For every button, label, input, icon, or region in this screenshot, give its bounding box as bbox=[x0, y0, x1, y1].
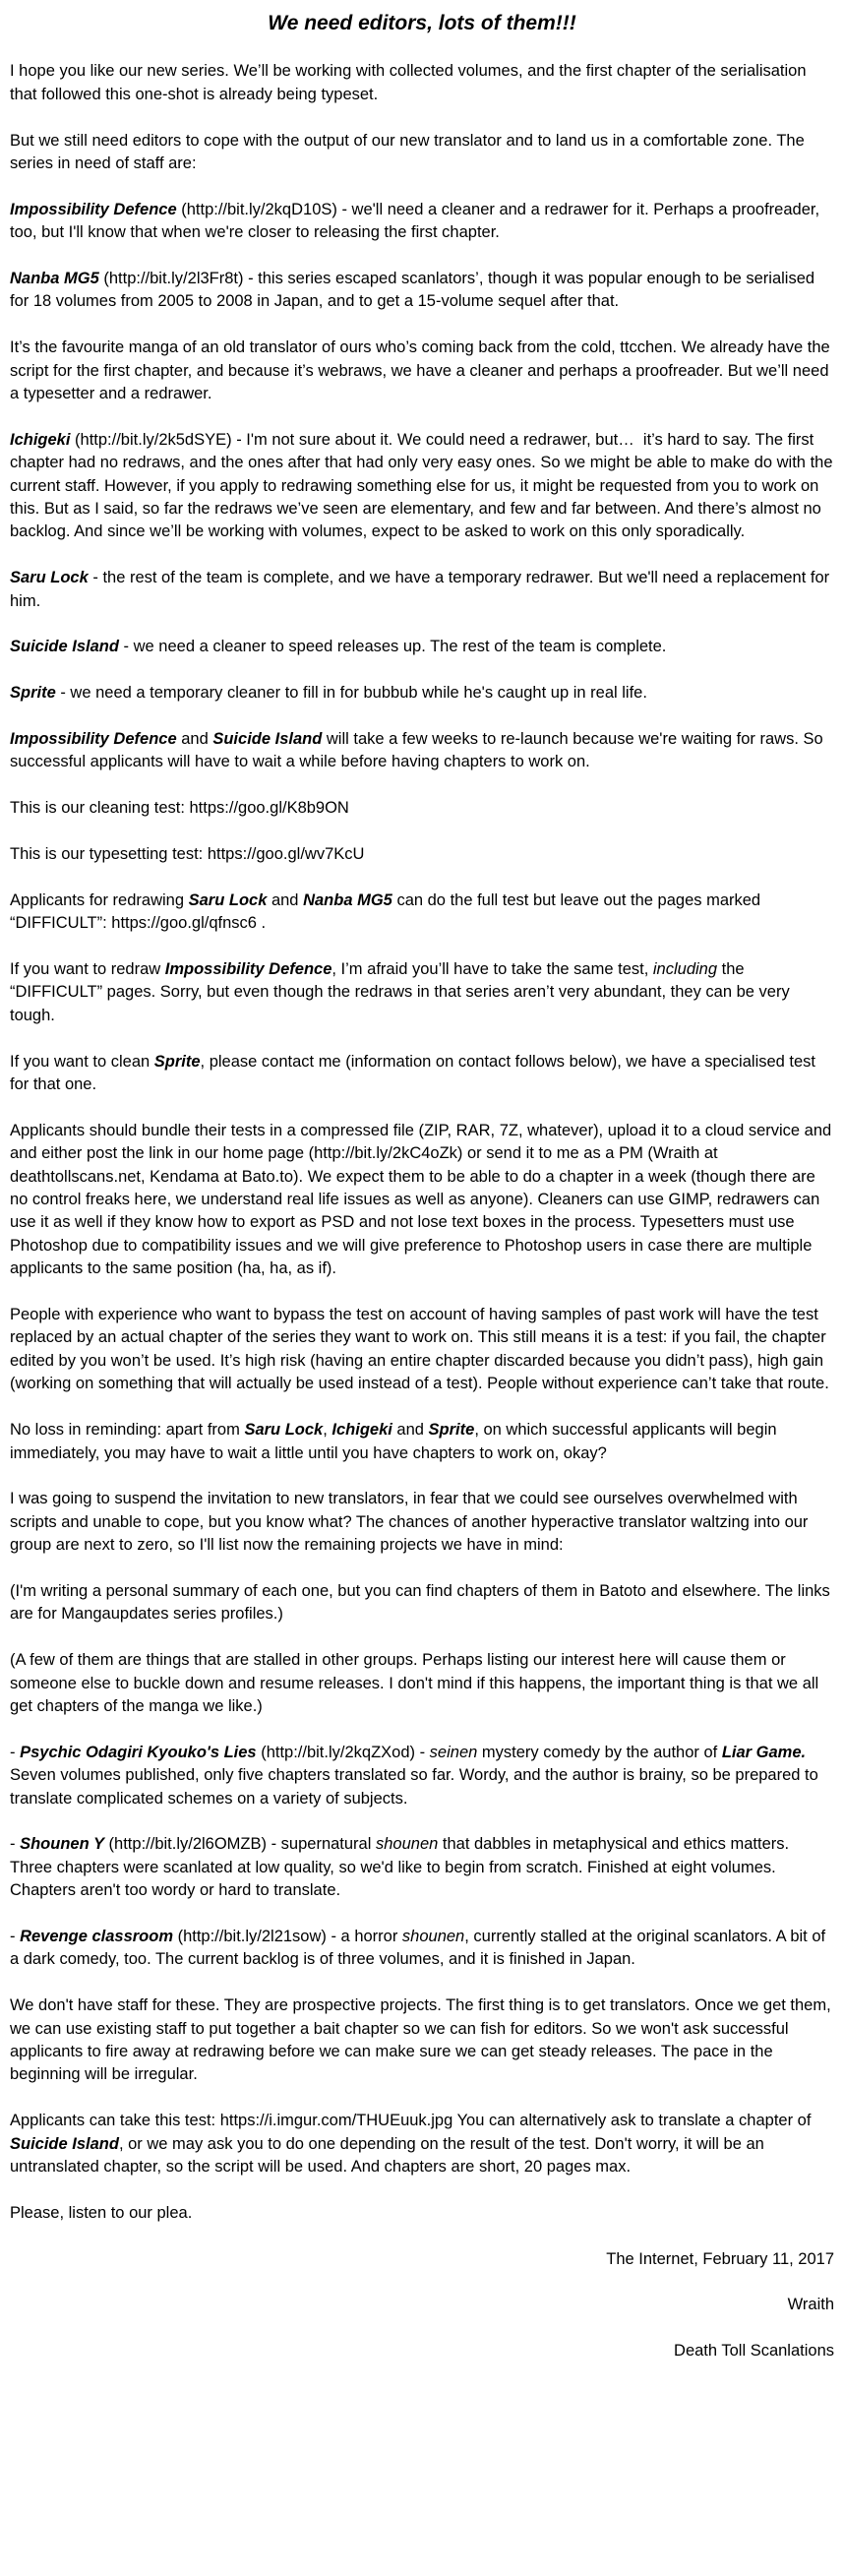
prospective-projects-paragraph bbox=[10, 1994, 834, 2087]
text-run: Liar Game. bbox=[721, 1743, 807, 1761]
text-run: , on which successful applicants will begin immediately, you may have to wait a little until you have chapters to work on, okay? bbox=[10, 1421, 782, 1462]
bypass-test-paragraph bbox=[10, 1304, 834, 1396]
clean-sprite-paragraph bbox=[10, 1051, 834, 1097]
series-nanba-mg5 bbox=[10, 268, 834, 314]
text-run: People with experience who want to bypass the test on account of having samples of past work will have the test replaced by an actual chapter of the series they want to work on. This still means it is a test: if you fail, the chapter edited by you won’t be used. It’s high risk (having an entire chapter discarded because you didn’t pass), high gain (working on something that will actually be used instead of a test). People without experience can’t take that route. bbox=[10, 1306, 831, 1393]
text-run: - bbox=[10, 1743, 21, 1761]
text-run: Applicants can take this test: https://i.imgur.com/THUEuuk.jpg You can alternatively ask to translate a chapter of bbox=[10, 2112, 816, 2130]
translator-test-paragraph bbox=[10, 2110, 834, 2178]
typesetting-test-line bbox=[10, 843, 834, 866]
text-run: Please, listen to our plea. bbox=[10, 2203, 193, 2222]
intro-paragraph bbox=[10, 60, 834, 106]
text-run: I hope you like our new series. We’ll be working with collected volumes, and the first chapter of the serialisation that followed this one-shot is already being typeset. bbox=[10, 62, 812, 103]
nanba-mg5-detail bbox=[10, 337, 834, 405]
text-run: Impossibility Defence bbox=[164, 960, 332, 979]
text-run: - bbox=[10, 1927, 21, 1945]
text-run: , please contact me (information on contact follows below), we have a specialised test for that one. bbox=[10, 1052, 820, 1094]
text-run: Psychic Odagiri Kyouko's Lies bbox=[20, 1743, 257, 1761]
text-run: (http://bit.ly/2l3Fr8t) - this series escaped scanlators’, though it was popular enough to be serialised for 18 volumes from 2005 to 2008 in Japan, and to get a 15-volume sequel after that. bbox=[10, 270, 819, 311]
text-run: Sprite bbox=[428, 1421, 475, 1440]
series-sprite bbox=[10, 682, 834, 705]
signature-place-date bbox=[10, 2248, 834, 2271]
text-run: , or we may ask you to do one depending on the result of the test. Don't worry, it will be an untranslated chapter, so the script will be used. And chapters are short, 20 pages max. bbox=[10, 2134, 769, 2176]
text-run: shounen bbox=[375, 1835, 439, 1854]
text-run: , currently stalled at the original scanlators. A bit of a dark comedy, too. The current backlog is of three volumes, and it is finished in Japan. bbox=[10, 1927, 830, 1969]
text-run: Nanba MG5 bbox=[303, 890, 392, 909]
text-run: and bbox=[392, 1421, 429, 1440]
text-run: It’s the favourite manga of an old translator of ours who’s coming back from the cold, ttcchen. We already have the script for the first chapter, and because it’s webraws, we have a cleaner and perhaps a proofreader. But we’ll need a typesetter and a redrawer. bbox=[10, 338, 835, 403]
text-run: - we need a temporary cleaner to fill in for bubbub while he's caught up in real life. bbox=[55, 684, 647, 703]
series-suicide-island bbox=[10, 636, 834, 658]
cleaning-test-line bbox=[10, 797, 834, 820]
text-run: , I’m afraid you’ll have to take the same test, bbox=[332, 960, 653, 979]
text-run: If you want to redraw bbox=[10, 960, 165, 979]
text-run: and bbox=[267, 890, 304, 909]
text-run: But we still need editors to cope with the output of our new translator and to land us in a comfortable zone. The series in need of staff are: bbox=[10, 131, 810, 172]
text-run: Suicide Island bbox=[10, 638, 119, 656]
text-run: mystery comedy by the author of bbox=[477, 1743, 722, 1761]
relaunch-paragraph bbox=[10, 728, 834, 774]
series-ichigeki bbox=[10, 429, 838, 544]
text-run: Applicants should bundle their tests in a compressed file (ZIP, RAR, 7Z, whatever), upload it to a cloud service and and either post the link in our home page (http://bit.ly/2kC4oZk) or send it to me as a PM (Wraith at deathtollscans.net, Kendama at Bato.to). We expect them to be able to do a chapter in a week (though there are no control freaks here, we understand real life issues as well as anyone). Cleaners can use GIMP, redrawers can use it as well if they know how to export as PSD and not lose text boxes in the process. Typesetters must use Photoshop due to compatibility issues and we will give preference to Photoshop users in case there are multiple applicants to the same position (ha, ha, as if). bbox=[10, 1121, 836, 1278]
signature-author bbox=[10, 2294, 834, 2316]
text-run: This is our typesetting test: https://goo.gl/wv7KcU bbox=[10, 845, 365, 864]
text-run: Ichigeki bbox=[332, 1421, 392, 1440]
text-run: Saru Lock bbox=[244, 1421, 324, 1440]
text-run: , bbox=[323, 1421, 332, 1440]
project-psychic-odagiri bbox=[10, 1742, 834, 1810]
redraw-impossibility-paragraph bbox=[10, 958, 834, 1027]
text-run: Nanba MG5 bbox=[10, 270, 99, 287]
text-run: Wraith bbox=[787, 2296, 834, 2314]
text-run: - we need a cleaner to speed releases up. The rest of the team is complete. bbox=[118, 638, 667, 656]
text-run: (http://bit.ly/2l21sow) - a horror bbox=[173, 1927, 402, 1945]
text-run: (I'm writing a personal summary of each one, but you can find chapters of them in Batoto and elsewhere. The links are for Mangaupdates series profiles.) bbox=[10, 1581, 835, 1624]
text-run: (A few of them are things that are stalled in other groups. Perhaps listing our interest here will cause them or someone else to buckle down and resume releases. I don't mind if this happens, the important thing is that we all get chapters of the manga we like.) bbox=[10, 1651, 823, 1715]
text-run: (http://bit.ly/2k5dSYE) - I'm not sure about it. We could need a redrawer, but… it’s hard to say. The first chapter had no redraws, and the ones after that had only very easy ones. So we might be able to make do with the current staff. However, if you apply to redrawing something else for us, it might be requested from you to work on this. But as I said, so far the redraws we’ve seen are elementary, and few and far between. And there’s almost no backlog. And since we’ll be working with volumes, expect to be asked to work on this only sporadically. bbox=[10, 430, 838, 541]
bundle-tests-paragraph bbox=[10, 1120, 834, 1281]
text-run: Impossibility Defence bbox=[10, 200, 177, 218]
redrawing-test-paragraph bbox=[10, 889, 834, 936]
series-impossibility-defence bbox=[10, 199, 834, 245]
document-body bbox=[10, 60, 838, 2362]
text-run: shounen bbox=[401, 1927, 465, 1945]
text-run: Applicants for redrawing bbox=[10, 890, 189, 909]
text-run: Saru Lock bbox=[188, 890, 268, 909]
text-run: Shounen Y bbox=[20, 1835, 104, 1854]
text-run: Ichigeki bbox=[10, 430, 71, 449]
text-run: the “DIFFICULT” pages. Sorry, but even though the redraws in that series aren’t very abundant, they can be very tough. bbox=[10, 960, 795, 1024]
text-run: This is our cleaning test: https://goo.gl/K8b9ON bbox=[10, 799, 349, 818]
translators-invitation-paragraph bbox=[10, 1488, 834, 1557]
signature-group bbox=[10, 2340, 834, 2362]
text-run: The Internet, February 11, 2017 bbox=[606, 2249, 834, 2268]
text-run: will take a few weeks to re-launch because we're waiting for raws. So successful applicants will have to wait a while before having chapters to work on. bbox=[10, 730, 828, 771]
text-run: including bbox=[652, 960, 718, 979]
page-title: We need editors, lots of them!!! bbox=[268, 12, 576, 34]
text-run: Suicide Island bbox=[10, 2134, 119, 2153]
text-run: If you want to clean bbox=[10, 1052, 154, 1071]
text-run: and bbox=[176, 730, 213, 749]
text-run: (http://bit.ly/2kqZXod) - bbox=[256, 1743, 430, 1761]
text-run: - the rest of the team is complete, and we have a temporary redrawer. But we'll need a replacement for him. bbox=[10, 569, 834, 610]
text-run: Death Toll Scanlations bbox=[674, 2342, 834, 2361]
series-saru-lock bbox=[10, 567, 834, 613]
reminder-paragraph bbox=[10, 1419, 834, 1465]
text-run: Sprite bbox=[10, 684, 56, 703]
text-run: (http://bit.ly/2l6OMZB) - supernatural bbox=[103, 1835, 376, 1854]
personal-summary-note bbox=[10, 1580, 834, 1626]
text-run: seinen bbox=[429, 1743, 478, 1761]
text-run: Seven volumes published, only five chapters translated so far. Wordy, and the author is brainy, so be prepared to translate complicated schemes on a variety of subjects. bbox=[10, 1743, 823, 1808]
text-run: can do the full test but leave out the pages marked “DIFFICULT”: https://goo.gl/qfnsc6 . bbox=[10, 890, 765, 933]
project-revenge-classroom bbox=[10, 1926, 834, 1972]
text-run: Revenge classroom bbox=[20, 1927, 173, 1945]
project-shounen-y bbox=[10, 1833, 834, 1902]
need-editors-paragraph bbox=[10, 130, 834, 176]
text-run: I was going to suspend the invitation to new translators, in fear that we could see ourselves overwhelmed with scripts and unable to cope, but you know what? The chances of another hyperactive translator waltzing into our group are next to zero, so I'll list now the remaining projects we have in mind: bbox=[10, 1490, 814, 1555]
text-run: - bbox=[10, 1835, 21, 1854]
text-run: Sprite bbox=[153, 1052, 201, 1071]
text-run: We don't have staff for these. They are prospective projects. The first thing is to get translators. Once we get them, we can use existing staff to put together a bait chapter so we can fish for editors. So we won't ask successful applicants to fire away at redrawing before we can make sure we can get steady releases. The pace in the beginning will be irregular. bbox=[10, 1996, 836, 2084]
text-run: No loss in reminding: apart from bbox=[10, 1421, 245, 1440]
text-run: (http://bit.ly/2kqD10S) - we'll need a cleaner and a redrawer for it. Perhaps a proofreader, too, but I'll know that when we're closer to releasing the first chapter. bbox=[10, 200, 824, 242]
stalled-series-note bbox=[10, 1649, 834, 1718]
text-run: that dabbles in metaphysical and ethics matters. Three chapters were scanlated at low quality, so we'd like to begin from scratch. Finished at eight volumes. Chapters aren't too wordy or hard to translate. bbox=[10, 1835, 794, 1900]
plea-line bbox=[10, 2202, 834, 2225]
text-run: Suicide Island bbox=[212, 730, 323, 749]
text-run: Impossibility Defence bbox=[10, 730, 177, 749]
text-run: Saru Lock bbox=[10, 569, 89, 587]
